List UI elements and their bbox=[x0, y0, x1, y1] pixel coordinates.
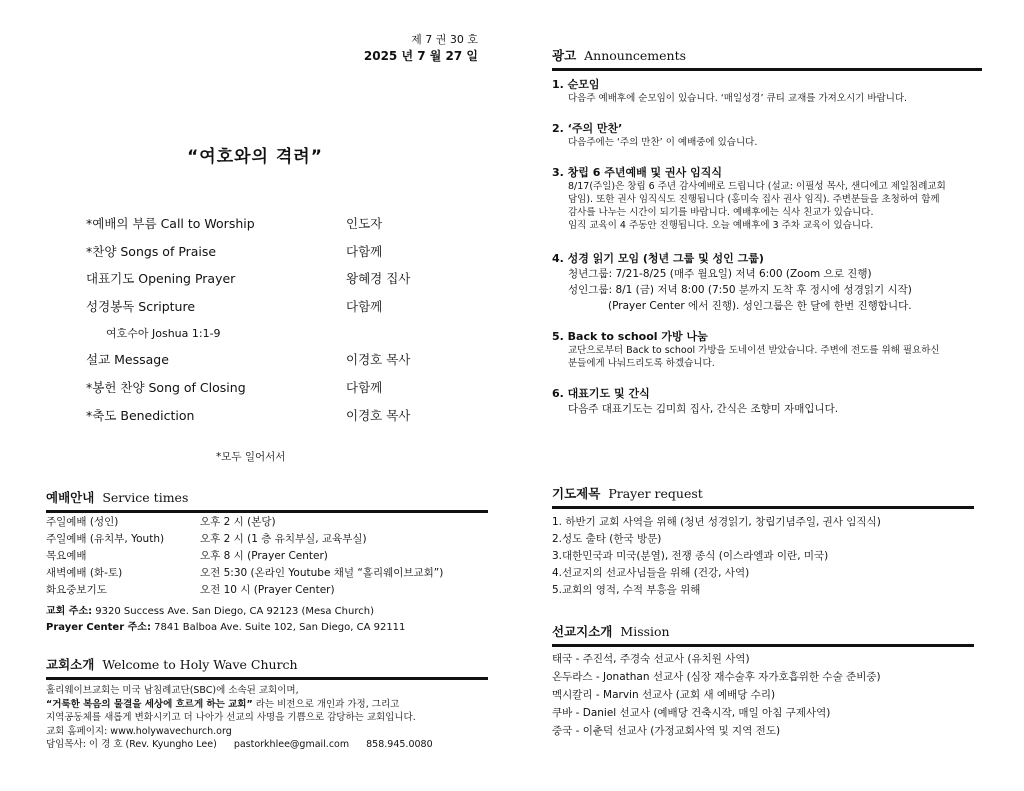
order-row bbox=[86, 242, 456, 262]
section-heading bbox=[552, 46, 982, 64]
order-leader: 이경호 목사 bbox=[346, 352, 411, 367]
section-rule bbox=[552, 68, 982, 71]
order-row bbox=[86, 406, 456, 426]
announcement-line: 임직 교육이 4 주동안 진행됩니다. 오늘 예배후에 3 주차 교육이 있습니다. bbox=[568, 220, 874, 231]
order-leader: 이경호 목사 bbox=[346, 408, 411, 423]
order-leader: 왕혜경 집사 bbox=[346, 271, 411, 286]
announcement-line: 8/17(주일)은 창립 6 주년 감사예배로 드립니다 (설교: 이필성 목사, 샌디에고 제일침례교회 bbox=[568, 181, 946, 192]
service-name: 새벽예배 (화-토) bbox=[46, 567, 123, 579]
welcome-line-rest: 라는 비전으로 개인과 가정, 그리고 bbox=[252, 698, 400, 710]
announcement-line: 분들에게 나눠드리도록 하겠습니다. bbox=[568, 358, 715, 369]
order-label: *봉헌 찬양 Song of Closing bbox=[86, 380, 246, 395]
church-address-value: 9320 Success Ave. San Diego, CA 92123 (Mesa Church) bbox=[92, 606, 374, 617]
section-title-en: Prayer request bbox=[608, 486, 703, 501]
announcement-item bbox=[552, 164, 988, 232]
order-label: *축도 Benediction bbox=[86, 408, 195, 423]
section-title-en: Announcements bbox=[584, 48, 687, 63]
scripture-reference: 여호수아 Joshua 1:1-9 bbox=[106, 327, 221, 340]
announcement-title: 1. 순모임 bbox=[552, 78, 600, 91]
prayer-list bbox=[552, 514, 881, 599]
section-rule bbox=[46, 510, 488, 513]
list-item: 1. 하반기 교회 사역을 위해 (청년 성경읽기, 창립기념주일, 권사 임직식) bbox=[552, 516, 881, 528]
service-name: 목요예배 bbox=[46, 550, 87, 562]
church-address bbox=[46, 604, 405, 620]
announcement-title: 6. 대표기도 및 간식 bbox=[552, 387, 650, 400]
prayer-center-address-value: 7841 Balboa Ave. Suite 102, San Diego, CA 92111 bbox=[150, 622, 406, 633]
service-time: 오후 8 시 (Prayer Center) bbox=[200, 550, 328, 562]
issue-info bbox=[360, 32, 478, 64]
order-leader: 인도자 bbox=[346, 216, 383, 231]
section-title-en: Welcome to Holy Wave Church bbox=[102, 657, 298, 672]
announcement-line: 성인그룹: 8/1 (금) 저녁 8:00 (7:50 분까지 도착 후 정시에 성경읽기 시작) bbox=[568, 284, 912, 296]
order-row bbox=[86, 269, 456, 289]
order-leader: 다함께 bbox=[346, 380, 383, 395]
announcement-item bbox=[552, 250, 988, 314]
order-label: 성경봉독 Scripture bbox=[86, 299, 196, 314]
order-label: 설교 Message bbox=[86, 352, 169, 367]
prayer-header bbox=[552, 484, 974, 509]
order-row bbox=[86, 378, 456, 398]
service-name: 화요중보기도 bbox=[46, 584, 107, 596]
pastor-name: 담임목사: 이 경 호 (Rev. Kyungho Lee) bbox=[46, 739, 217, 750]
section-title-ko: 광고 bbox=[552, 48, 577, 63]
announcement-title: 5. Back to school 가방 나눔 bbox=[552, 330, 708, 343]
announcement-line: 청년그룹: 7/21-8/25 (매주 월요일) 저녁 6:00 (Zoom 으로 진행) bbox=[568, 268, 872, 280]
announcement-item bbox=[552, 76, 988, 105]
pastor-phone: 858.945.0080 bbox=[366, 739, 433, 750]
list-item: 5.교회의 영적, 수적 부흥을 위해 bbox=[552, 584, 701, 596]
section-heading bbox=[552, 484, 974, 502]
announcement-line: 교단으로부터 Back to school 가방을 도네이션 받았습니다. 주변에 전도를 위해 필요하신 bbox=[568, 345, 940, 356]
issue-volume: 제 7 권 30 호 bbox=[411, 33, 478, 46]
order-label: *예배의 부름 Call to Worship bbox=[86, 216, 255, 231]
list-item: 온두라스 - Jonathan 선교사 (심장 재수술후 자가호흡위한 수술 준비중) bbox=[552, 671, 881, 683]
section-title-en: Mission bbox=[620, 624, 670, 639]
section-title-ko: 예배안내 bbox=[46, 490, 95, 505]
service-time: 오전 5:30 (온라인 Youtube 채널 “홀리웨이브교회”) bbox=[200, 567, 444, 579]
list-item: 3.대한민국과 미국(분열), 전쟁 종식 (이스라엘과 이란, 미국) bbox=[552, 550, 829, 562]
announcement-item bbox=[552, 120, 988, 149]
issue-date: 2025 년 7 월 27 일 bbox=[363, 49, 478, 63]
section-title-ko: 교회소개 bbox=[46, 657, 95, 672]
section-title-en: Service times bbox=[102, 490, 189, 505]
church-address-label: 교회 주소: bbox=[46, 606, 93, 617]
announcement-line: (Prayer Center 에서 진행). 성인그룹은 한 달에 한번 진행합니다. bbox=[568, 300, 912, 312]
welcome-line: 지역공동체를 새롭게 변화시키고 더 나아가 선교의 사명을 기쁨으로 감당하는 교회입니다. bbox=[46, 712, 416, 723]
order-label: 대표기도 Opening Prayer bbox=[86, 271, 236, 286]
section-rule bbox=[552, 644, 974, 647]
prayer-center-address-label: Prayer Center 주소: bbox=[46, 622, 151, 633]
service-time: 오전 10 시 (Prayer Center) bbox=[200, 584, 335, 596]
order-label: *찬양 Songs of Praise bbox=[86, 244, 217, 259]
order-leader: 다함께 bbox=[346, 244, 383, 259]
service-name: 주일예배 (성인) bbox=[46, 516, 119, 528]
section-rule bbox=[46, 677, 488, 680]
pastor-email: pastorkhlee@gmail.com bbox=[233, 739, 350, 750]
order-leader: 다함께 bbox=[346, 299, 383, 314]
mission-header bbox=[552, 622, 974, 647]
welcome-line: 홀리웨이브교회는 미국 남침례교단(SBC)에 소속된 교회이며, bbox=[46, 685, 299, 696]
list-item: 4.선교지의 선교사님들을 위해 (건강, 사역) bbox=[552, 567, 750, 579]
section-heading bbox=[46, 655, 488, 673]
service-time: 오후 2 시 (1 층 유치부실, 교육부실) bbox=[200, 533, 367, 545]
announcement-line: 다음주 예배후에 순모임이 있습니다. ‘매일성경’ 큐티 교재를 가져오시기 바랍니다. bbox=[568, 93, 908, 104]
service-times-header bbox=[46, 488, 488, 513]
section-heading bbox=[552, 622, 974, 640]
list-item: 중국 - 이춘덕 선교사 (가정교회사역 및 지역 전도) bbox=[552, 725, 781, 737]
service-name: 주일예배 (유치부, Youth) bbox=[46, 533, 165, 545]
standing-note: *모두 일어서서 bbox=[216, 451, 286, 463]
addresses bbox=[46, 604, 405, 636]
announcement-line: 감사를 나누는 시간이 되기를 바랍니다. 예배후에는 식사 친교가 있습니다. bbox=[568, 207, 874, 218]
announcement-title: 2. ‘주의 만찬’ bbox=[552, 122, 623, 135]
pastor-contact bbox=[46, 738, 447, 752]
order-row bbox=[86, 214, 456, 234]
church-vision: “거룩한 복음의 물결을 세상에 흐르게 하는 교회” bbox=[46, 698, 253, 710]
list-item: 쿠바 - Daniel 선교사 (예배당 건축시작, 매일 아침 구제사역) bbox=[552, 707, 831, 719]
welcome-body bbox=[46, 684, 447, 752]
order-row bbox=[86, 350, 456, 370]
prayer-center-address bbox=[46, 620, 405, 636]
announcement-line: 다음주에는 ‘주의 만찬’ 이 예배중에 있습니다. bbox=[568, 137, 758, 148]
list-item: 멕시칼리 - Marvin 선교사 (교회 새 예배당 수리) bbox=[552, 689, 776, 701]
section-title-ko: 기도제목 bbox=[552, 486, 601, 501]
announcement-line: 담임). 또한 권사 임직식도 진행됩니다 (홍미숙 집사 권사 임직). 주변분들을 초청하여 함께 bbox=[568, 194, 940, 205]
announcement-title: 3. 창립 6 주년예배 및 권사 임직식 bbox=[552, 166, 722, 179]
section-rule bbox=[552, 506, 974, 509]
announcement-line: 다음주 대표기도는 김미희 집사, 간식은 조향미 자매입니다. bbox=[568, 403, 839, 415]
mission-list bbox=[552, 650, 881, 740]
announcements-header bbox=[552, 46, 982, 71]
section-heading bbox=[46, 488, 488, 506]
welcome-line bbox=[46, 698, 447, 712]
homepage-line: 교회 홈페이지: www.holywavechurch.org bbox=[46, 725, 232, 737]
announcement-item bbox=[552, 385, 988, 417]
list-item: 태국 - 주진석, 주경숙 선교사 (유치원 사역) bbox=[552, 653, 750, 665]
announcement-item bbox=[552, 328, 988, 370]
welcome-header bbox=[46, 655, 488, 680]
section-title-ko: 선교지소개 bbox=[552, 624, 613, 639]
service-time: 오후 2 시 (본당) bbox=[200, 516, 276, 528]
list-item: 2.성도 출타 (한국 방문) bbox=[552, 533, 662, 545]
announcement-title: 4. 성경 읽기 모임 (청년 그룹 및 성인 그룹) bbox=[552, 252, 764, 265]
sermon-title: “여호와의 격려” bbox=[187, 147, 323, 167]
order-row bbox=[86, 297, 456, 317]
